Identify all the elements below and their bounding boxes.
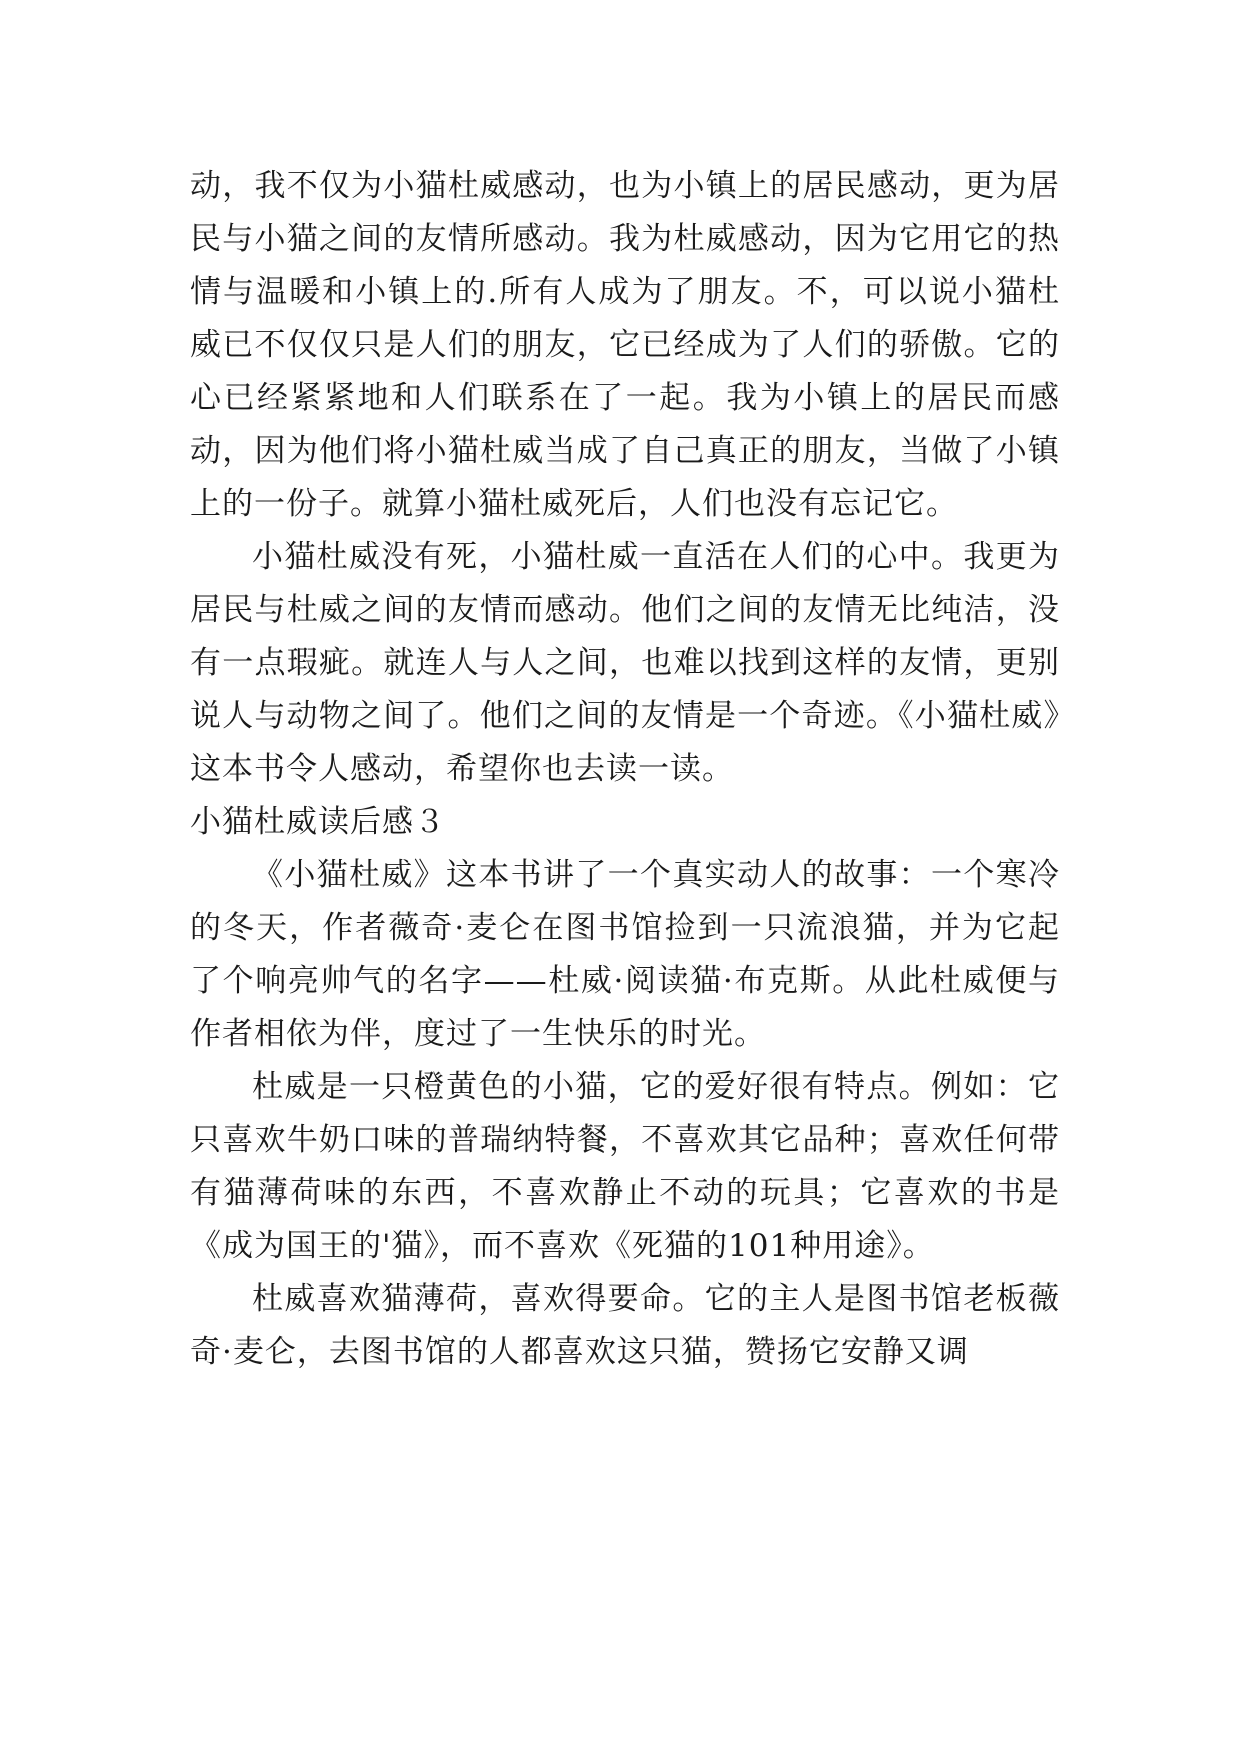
paragraph: 《小猫杜威》这本书讲了一个真实动人的故事：一个寒冷的冬天，作者薇奇·麦仑在图书馆捡到一只流浪猫，并为它起了个响亮帅气的名字——杜威·阅读猫·布克斯。从此杜威便与作者相依为伴，度过了一生快乐的时光。 xyxy=(190,857,1060,1052)
document-body xyxy=(190,160,1060,1379)
paragraph: 杜威是一只橙黄色的小猫，它的爱好很有特点。例如：它只喜欢牛奶口味的普瑞纳特餐，不喜欢其它品种；喜欢任何带有猫薄荷味的东西，不喜欢静止不动的玩具；它喜欢的书是《成为国王的'猫》，而不喜欢《死猫的101种用途》。 xyxy=(190,1069,1060,1264)
paragraph: 动，我不仅为小猫杜威感动，也为小镇上的居民感动，更为居民与小猫之间的友情所感动。我为杜威感动，因为它用它的热情与温暖和小镇上的.所有人成为了朋友。不，可以说小猫杜威已不仅仅只是人们的朋友，它已经成为了人们的骄傲。它的心已经紧紧地和人们联系在了一起。我为小镇上的居民而感动，因为他们将小猫杜威当成了自己真正的朋友，当做了小镇上的一份子。就算小猫杜威死后，人们也没有忘记它。 xyxy=(190,168,1060,522)
paragraph: 杜威喜欢猫薄荷，喜欢得要命。它的主人是图书馆老板薇奇·麦仑，去图书馆的人都喜欢这只猫，赞扬它安静又调 xyxy=(190,1281,1060,1370)
section-heading: 小猫杜威读后感３ xyxy=(190,804,446,840)
paragraph: 小猫杜威没有死，小猫杜威一直活在人们的心中。我更为居民与杜威之间的友情而感动。他们之间的友情无比纯洁，没有一点瑕疵。就连人与人之间，也难以找到这样的友情，更别说人与动物之间了。他们之间的友情是一个奇迹。《小猫杜威》这本书令人感动，希望你也去读一读。 xyxy=(190,539,1060,787)
